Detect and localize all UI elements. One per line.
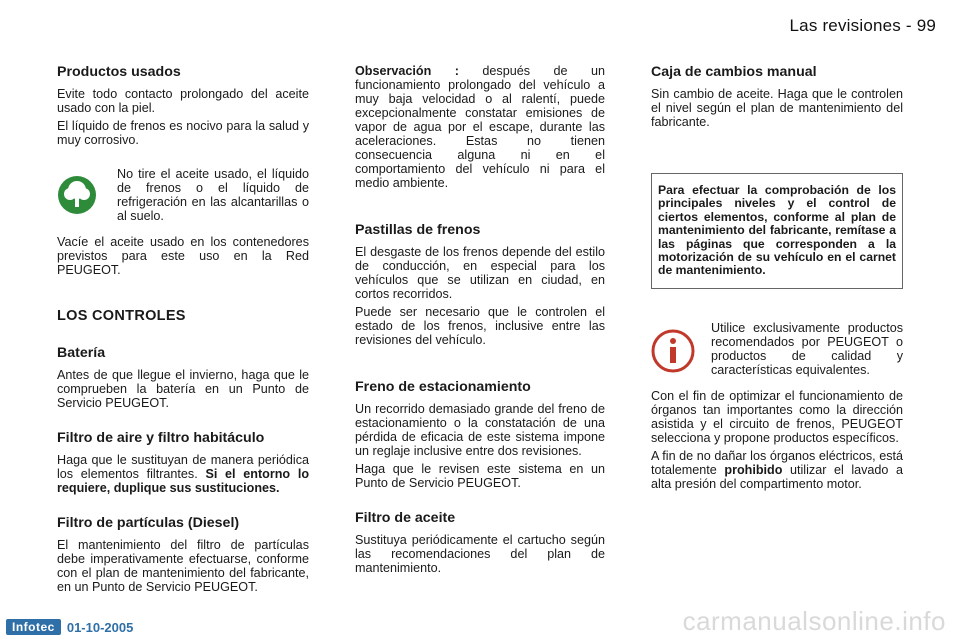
bold-text: prohibido [724, 462, 783, 477]
tree-icon [57, 175, 97, 215]
infotec-logo: Infotec [6, 619, 61, 635]
paragraph: Un recorrido demasiado grande del freno de estacionamiento o la constatación de una pérdida de eficacia de este sistema impone un reglaje inclusive entre dos revisiones. [355, 402, 605, 458]
paragraph: Vacíe el aceite usado en los contenedores previstos para este uso en la Red PEUGEOT. [57, 235, 309, 277]
section-title-pastillas: Pastillas de frenos [355, 222, 481, 238]
footer-date: 01-10-2005 [66, 619, 134, 635]
section-heading-controles: LOS CONTROLES [57, 308, 186, 324]
paragraph: A fin de no dañar los órganos eléctricos, está totalemente prohibido utilizar el lavado a alta presión del compartimento motor. [651, 448, 903, 491]
eco-notice-text: No tire el aceite usado, el líquido de frenos o el líquido de refrigeración en las alcantarillas o al suelo. [117, 167, 309, 223]
section-title-filtro-aire: Filtro de aire y filtro habitáculo [57, 430, 265, 446]
column-right [651, 64, 903, 495]
page-title: Las revisiones - 99 [789, 16, 936, 35]
column-middle [355, 64, 605, 579]
column-left [57, 64, 309, 598]
info-notice-text: Utilice exclusivamente productos recomendados por PEUGEOT o productos de calidad y características equivalentes. [711, 320, 903, 377]
paragraph: Haga que le sustituyan de manera periódica los elementos filtrantes. Si el entorno lo requiere, duplique sus sustituciones. [57, 453, 310, 495]
section-title-bateria: Batería [57, 345, 106, 361]
paragraph: Con el fin de optimizar el funcionamiento de órganos tan importantes como la dirección asistida y el circuito de frenos, PEUGEOT selecciona y propone productos específicos. [651, 388, 903, 445]
observation-label: Observación : [355, 64, 459, 78]
watermark: carmanualsonline.info [682, 606, 946, 636]
section-title-productos: Productos usados [57, 64, 181, 80]
section-title-filtro-particulas: Filtro de partículas (Diesel) [57, 515, 240, 531]
paragraph: Haga que le revisen este sistema en un Punto de Servicio PEUGEOT. [355, 462, 605, 490]
maintenance-box: Para efectuar la comprobación de los principales niveles y el control de ciertos elementos, conforme al plan de mantenimiento del fabricante, remítase a las páginas que corresponden a la motorización de su vehículo en el carnet de mantenimiento. [651, 173, 903, 289]
paragraph: El líquido de frenos es nocivo para la salud y muy corrosivo. [57, 119, 309, 147]
paragraph: Antes de que llegue el invierno, haga que le comprueben la batería en un Punto de Servicio PEUGEOT. [57, 368, 309, 410]
paragraph: El mantenimiento del filtro de partículas debe imperativamente efectuarse, conforme con el plan de mantenimiento del fabricante, en un Punto de Servicio PEUGEOT. [57, 538, 309, 594]
paragraph: El desgaste de los frenos depende del estilo de conducción, en especial para los vehículos que se utilizan en ciudad, en cortos recorridos. [355, 245, 605, 301]
observation-paragraph: Observación : después de un funcionamiento prolongado del vehículo a muy baja velocidad o al ralentí, puede excepcionalmente constatar emisiones de vapor de agua por el escape, durante las aceleraciones. Estas no tienen consecuencia alguna ni en el comportamiento del vehículo ni para el medio ambiente. [355, 64, 605, 190]
eco-notice [57, 167, 309, 223]
section-title-freno: Freno de estacionamiento [355, 379, 531, 395]
section-title-filtro-aceite: Filtro de aceite [355, 510, 456, 526]
info-icon [651, 329, 695, 373]
paragraph: Sin cambio de aceite. Haga que le controlen el nivel según el plan de mantenimiento del fabricante. [651, 87, 903, 129]
paragraph: Evite todo contacto prolongado del aceite usado con la piel. [57, 87, 309, 115]
bold-text: Si el entorno lo requiere, duplique sus sustituciones. [57, 467, 310, 495]
section-title-caja: Caja de cambios manual [651, 64, 817, 80]
paragraph: Sustituya periódicamente el cartucho según las recomendaciones del plan de mantenimiento. [355, 533, 605, 575]
info-notice [651, 321, 903, 377]
paragraph: Puede ser necesario que le controlen el estado de los frenos, inclusive entre las revisiones del vehículo. [355, 305, 605, 347]
footer [6, 619, 133, 635]
